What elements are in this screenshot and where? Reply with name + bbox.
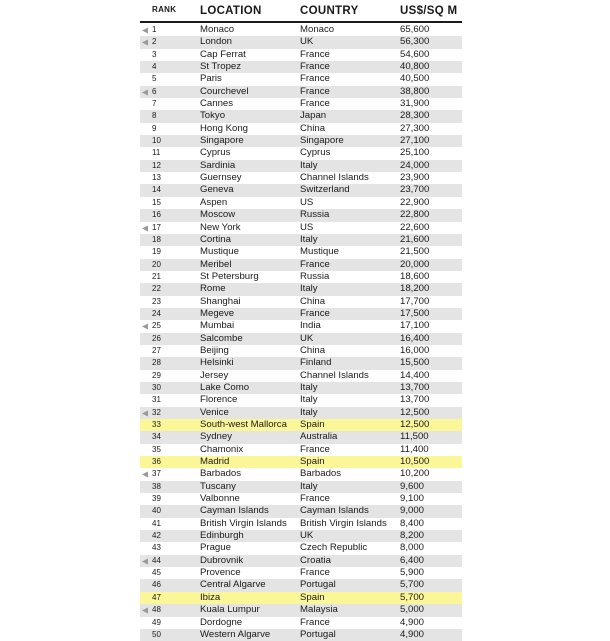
- location-cell: Madrid: [200, 456, 230, 468]
- value-cell: 24,000: [400, 159, 430, 171]
- location-cell: Dubrovnik: [200, 554, 244, 566]
- country-cell: India: [300, 320, 321, 332]
- rank-cell: 6: [152, 86, 157, 96]
- table-row: [140, 147, 462, 159]
- country-cell: Italy: [300, 283, 318, 295]
- rank-change-arrow-icon: [141, 39, 149, 46]
- value-cell: 27,300: [400, 122, 430, 134]
- table-row: [140, 209, 462, 221]
- value-cell: 28,300: [400, 110, 430, 122]
- value-cell: 12,500: [400, 419, 430, 430]
- country-cell: France: [300, 443, 330, 455]
- value-cell: 8,000: [400, 542, 425, 554]
- rank-cell: 22: [152, 284, 161, 294]
- location-cell: Cortina: [200, 233, 231, 245]
- value-cell: 38,800: [400, 85, 430, 97]
- country-cell: UK: [300, 332, 314, 344]
- value-cell: 40,800: [400, 61, 430, 73]
- table-header: [140, 4, 462, 23]
- country-cell: Spain: [300, 591, 325, 603]
- table-row: [140, 36, 462, 48]
- country-cell: Australia: [300, 431, 338, 443]
- table-row: [140, 184, 462, 196]
- table-row: [140, 308, 462, 320]
- table-row: [140, 530, 462, 542]
- rank-cell: 10: [152, 136, 161, 146]
- value-cell: 4,900: [400, 628, 425, 640]
- value-cell: 9,100: [400, 493, 425, 505]
- country-cell: Cyprus: [300, 147, 331, 159]
- table-row: [140, 592, 462, 604]
- country-cell: Italy: [300, 394, 318, 406]
- location-cell: Mumbai: [200, 320, 235, 332]
- value-cell: 23,700: [400, 184, 430, 196]
- value-cell: 23,900: [400, 172, 430, 184]
- table-row: [140, 604, 462, 616]
- location-cell: British Virgin Islands: [200, 517, 287, 529]
- country-cell: Malaysia: [300, 604, 338, 616]
- location-cell: Western Algarve: [200, 628, 271, 640]
- rank-cell: 4: [152, 62, 157, 72]
- rank-cell: 28: [152, 358, 161, 368]
- table-row: [140, 222, 462, 234]
- location-cell: Provence: [200, 567, 241, 579]
- location-cell: Rome: [200, 283, 226, 295]
- location-cell: Dordogne: [200, 616, 243, 628]
- value-cell: 22,800: [400, 209, 430, 221]
- value-cell: 11,400: [400, 443, 429, 455]
- header-country: COUNTRY: [300, 5, 359, 17]
- country-cell: France: [300, 493, 330, 505]
- location-cell: Beijing: [200, 344, 229, 356]
- location-cell: Cap Ferrat: [200, 48, 246, 60]
- rank-cell: 9: [152, 123, 157, 133]
- value-cell: 22,900: [400, 196, 430, 208]
- country-cell: Monaco: [300, 24, 335, 35]
- location-cell: Salcombe: [200, 332, 243, 344]
- rank-cell: 47: [152, 592, 161, 602]
- table-row: [140, 123, 462, 135]
- table-row: [140, 542, 462, 554]
- country-cell: France: [300, 567, 330, 579]
- location-cell: St Petersburg: [200, 270, 259, 282]
- rank-cell: 12: [152, 160, 161, 170]
- rank-change-arrow-icon: [141, 607, 149, 614]
- rank-cell: 46: [152, 580, 161, 590]
- table-row: [140, 320, 462, 332]
- country-cell: Mustique: [300, 246, 339, 258]
- table-row: [140, 271, 462, 283]
- location-cell: Ibiza: [200, 591, 221, 603]
- rank-cell: 29: [152, 370, 161, 380]
- value-cell: 18,200: [400, 283, 430, 295]
- country-cell: Finland: [300, 357, 332, 369]
- rank-change-arrow-icon: [141, 471, 149, 478]
- location-cell: New York: [200, 221, 241, 233]
- country-cell: Italy: [300, 406, 318, 418]
- rank-change-arrow-icon: [141, 225, 149, 232]
- rank-cell: 31: [152, 395, 161, 405]
- country-cell: France: [300, 48, 330, 60]
- rank-change-arrow-icon: [141, 558, 149, 565]
- rank-cell: 35: [152, 444, 161, 454]
- country-cell: Italy: [300, 480, 318, 492]
- country-cell: France: [300, 85, 330, 97]
- table-row: [140, 172, 462, 184]
- table-row: [140, 370, 462, 382]
- rank-cell: 32: [152, 407, 161, 417]
- country-cell: Singapore: [300, 135, 344, 147]
- rank-cell: 8: [152, 111, 157, 121]
- value-cell: 13,700: [400, 381, 430, 393]
- value-cell: 22,600: [400, 221, 430, 233]
- table-row: [140, 296, 462, 308]
- rank-cell: 34: [152, 432, 161, 442]
- table-row: [140, 357, 462, 369]
- table-row: [140, 468, 462, 480]
- location-cell: Tokyo: [200, 110, 226, 122]
- rank-cell: 38: [152, 481, 161, 491]
- rank-cell: 3: [152, 49, 157, 59]
- rank-cell: 26: [152, 333, 161, 343]
- rank-cell: 13: [152, 173, 161, 183]
- value-cell: 8,200: [400, 530, 425, 542]
- location-cell: Megeve: [200, 307, 235, 319]
- location-cell: Paris: [200, 73, 222, 85]
- country-cell: France: [300, 73, 330, 85]
- rank-cell: 1: [152, 25, 157, 34]
- location-cell: Guernsey: [200, 172, 242, 184]
- rank-cell: 39: [152, 494, 161, 504]
- ranking-table: [140, 4, 462, 641]
- value-cell: 5,900: [400, 567, 425, 579]
- value-cell: 5,000: [400, 604, 425, 616]
- table-row: [140, 419, 462, 431]
- rank-cell: 44: [152, 555, 161, 565]
- table-row: [140, 234, 462, 246]
- location-cell: Central Algarve: [200, 579, 266, 591]
- table-row: [140, 135, 462, 147]
- country-cell: France: [300, 616, 330, 628]
- value-cell: 17,700: [400, 295, 430, 307]
- rank-cell: 18: [152, 234, 161, 244]
- table-row: [140, 24, 462, 36]
- value-cell: 18,600: [400, 270, 430, 282]
- location-cell: Cannes: [200, 98, 234, 110]
- table-row: [140, 98, 462, 110]
- header-rank: RANK: [152, 5, 177, 14]
- rank-cell: 48: [152, 605, 161, 615]
- country-cell: US: [300, 221, 314, 233]
- country-cell: Italy: [300, 381, 318, 393]
- location-cell: Shanghai: [200, 295, 241, 307]
- table-row: [140, 345, 462, 357]
- rank-cell: 42: [152, 531, 161, 541]
- location-cell: Helsinki: [200, 357, 234, 369]
- rank-cell: 30: [152, 382, 161, 392]
- table-row: [140, 456, 462, 468]
- value-cell: 56,300: [400, 36, 430, 48]
- location-cell: Aspen: [200, 196, 228, 208]
- table-row: [140, 333, 462, 345]
- value-cell: 25,100: [400, 147, 430, 159]
- location-cell: Moscow: [200, 209, 236, 221]
- country-cell: Barbados: [300, 468, 342, 480]
- table-row: [140, 407, 462, 419]
- table-row: [140, 555, 462, 567]
- table-row: [140, 382, 462, 394]
- value-cell: 15,500: [400, 357, 430, 369]
- value-cell: 9,600: [400, 480, 425, 492]
- location-cell: Meribel: [200, 258, 232, 270]
- rank-cell: 20: [152, 259, 161, 269]
- location-cell: Valbonne: [200, 493, 240, 505]
- table-row: [140, 394, 462, 406]
- country-cell: Italy: [300, 233, 318, 245]
- country-cell: Portugal: [300, 628, 336, 640]
- location-cell: Courchevel: [200, 85, 249, 97]
- location-cell: Cayman Islands: [200, 505, 269, 517]
- country-cell: France: [300, 98, 330, 110]
- location-cell: Singapore: [200, 135, 244, 147]
- rank-cell: 11: [152, 148, 161, 158]
- country-cell: Portugal: [300, 579, 336, 591]
- rank-cell: 5: [152, 74, 157, 84]
- country-cell: Switzerland: [300, 184, 350, 196]
- header-location: LOCATION: [200, 5, 262, 17]
- table-row: [140, 283, 462, 295]
- table-row: [140, 579, 462, 591]
- country-cell: Japan: [300, 110, 327, 122]
- rank-cell: 7: [152, 99, 157, 109]
- location-cell: Sydney: [200, 431, 232, 443]
- country-cell: Italy: [300, 159, 318, 171]
- table-row: [140, 431, 462, 443]
- value-cell: 5,700: [400, 579, 425, 591]
- rank-change-arrow-icon: [141, 410, 149, 417]
- location-cell: Prague: [200, 542, 231, 554]
- country-cell: Czech Republic: [300, 542, 368, 554]
- location-cell: Barbados: [200, 468, 242, 480]
- location-cell: Tuscany: [200, 480, 236, 492]
- table-row: [140, 86, 462, 98]
- value-cell: 40,500: [400, 73, 430, 85]
- location-cell: Florence: [200, 394, 238, 406]
- value-cell: 13,700: [400, 394, 430, 406]
- value-cell: 6,400: [400, 554, 425, 566]
- location-cell: Sardinia: [200, 159, 236, 171]
- table-row: [140, 246, 462, 258]
- country-cell: Channel Islands: [300, 172, 369, 184]
- table-row: [140, 61, 462, 73]
- location-cell: Geneva: [200, 184, 234, 196]
- country-cell: Russia: [300, 270, 330, 282]
- rank-cell: 41: [152, 518, 161, 528]
- rank-cell: 37: [152, 469, 161, 479]
- table-row: [140, 617, 462, 629]
- country-cell: Cayman Islands: [300, 505, 369, 517]
- value-cell: 21,600: [400, 233, 430, 245]
- table-row: [140, 567, 462, 579]
- table-row: [140, 197, 462, 209]
- rank-cell: 33: [152, 420, 161, 429]
- value-cell: 65,600: [400, 24, 430, 35]
- rank-cell: 17: [152, 222, 161, 232]
- country-cell: UK: [300, 36, 314, 48]
- rank-cell: 50: [152, 629, 161, 639]
- location-cell: St Tropez: [200, 61, 242, 73]
- value-cell: 27,100: [400, 135, 430, 147]
- rank-cell: 15: [152, 197, 161, 207]
- country-cell: US: [300, 196, 314, 208]
- table-row: [140, 444, 462, 456]
- value-cell: 54,600: [400, 48, 430, 60]
- value-cell: 21,500: [400, 246, 430, 258]
- rank-cell: 25: [152, 321, 161, 331]
- country-cell: France: [300, 61, 330, 73]
- location-cell: Venice: [200, 406, 229, 418]
- table-body: [140, 24, 462, 641]
- value-cell: 20,000: [400, 258, 430, 270]
- table-row: [140, 259, 462, 271]
- value-cell: 11,500: [400, 431, 429, 443]
- country-cell: Spain: [300, 456, 325, 468]
- country-cell: Spain: [300, 419, 325, 430]
- location-cell: Cyprus: [200, 147, 231, 159]
- location-cell: Lake Como: [200, 381, 250, 393]
- rank-cell: 36: [152, 457, 161, 467]
- header-value: US$/SQ M: [400, 5, 458, 17]
- table-row: [140, 493, 462, 505]
- rank-change-arrow-icon: [141, 89, 149, 96]
- country-cell: Russia: [300, 209, 330, 221]
- country-cell: China: [300, 295, 326, 307]
- value-cell: 16,000: [400, 344, 430, 356]
- rank-cell: 19: [152, 247, 161, 257]
- country-cell: China: [300, 344, 326, 356]
- table-row: [140, 110, 462, 122]
- location-cell: Mustique: [200, 246, 239, 258]
- country-cell: France: [300, 258, 330, 270]
- value-cell: 10,200: [400, 468, 430, 480]
- rank-change-arrow-icon: [141, 323, 149, 330]
- value-cell: 14,400: [400, 369, 430, 381]
- value-cell: 9,000: [400, 505, 425, 517]
- rank-cell: 27: [152, 345, 161, 355]
- rank-cell: 14: [152, 185, 161, 195]
- value-cell: 5,700: [400, 591, 425, 603]
- country-cell: British Virgin Islands: [300, 517, 387, 529]
- location-cell: Chamonix: [200, 443, 244, 455]
- rank-change-arrow-icon: [141, 27, 149, 34]
- rank-cell: 21: [152, 271, 161, 281]
- location-cell: Edinburgh: [200, 530, 244, 542]
- rank-cell: 45: [152, 568, 161, 578]
- value-cell: 31,900: [400, 98, 430, 110]
- country-cell: Croatia: [300, 554, 331, 566]
- country-cell: France: [300, 307, 330, 319]
- country-cell: Channel Islands: [300, 369, 369, 381]
- table-row: [140, 49, 462, 61]
- country-cell: UK: [300, 530, 314, 542]
- rank-cell: 2: [152, 37, 157, 47]
- rank-cell: 49: [152, 617, 161, 627]
- table-row: [140, 505, 462, 517]
- value-cell: 4,900: [400, 616, 425, 628]
- location-cell: Jersey: [200, 369, 229, 381]
- rank-cell: 16: [152, 210, 161, 220]
- table-row: [140, 481, 462, 493]
- location-cell: London: [200, 36, 233, 48]
- value-cell: 17,100: [400, 320, 430, 332]
- table-row: [140, 73, 462, 85]
- table-row: [140, 518, 462, 530]
- location-cell: Hong Kong: [200, 122, 249, 134]
- location-cell: Monaco: [200, 24, 235, 35]
- location-cell: Kuala Lumpur: [200, 604, 260, 616]
- value-cell: 17,500: [400, 307, 430, 319]
- rank-cell: 43: [152, 543, 161, 553]
- value-cell: 16,400: [400, 332, 430, 344]
- country-cell: China: [300, 122, 326, 134]
- rank-cell: 23: [152, 296, 161, 306]
- value-cell: 12,500: [400, 406, 430, 418]
- rank-cell: 40: [152, 506, 161, 516]
- value-cell: 10,500: [400, 456, 430, 468]
- value-cell: 8,400: [400, 517, 425, 529]
- table-row: [140, 160, 462, 172]
- location-cell: South-west Mallorca: [200, 419, 287, 430]
- rank-cell: 24: [152, 308, 161, 318]
